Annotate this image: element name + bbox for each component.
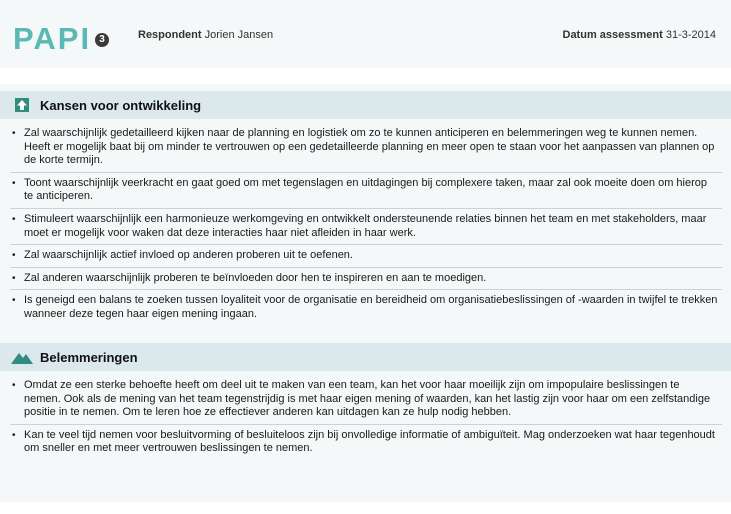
- datum-label: Datum assessment: [562, 29, 663, 41]
- mountain-icon: [10, 350, 34, 364]
- respondent-name: Jorien Jansen: [204, 29, 274, 41]
- papi-logo: [13, 23, 109, 54]
- logo-badge: 3: [95, 33, 109, 47]
- logo-text: PAPI: [13, 21, 92, 56]
- report-header: [0, 0, 731, 68]
- list-item: • Toont waarschijnlijk veerkracht en gaat goed om met tegenslagen en uitdagingen bij complexere taken, maar zal ook moeite doen om hierop te anticiperen.: [10, 172, 722, 208]
- list-item: • Omdat ze een sterke behoefte heeft om deel uit te maken van een team, kan het voor haar moeilijk zijn om impopulaire beslissingen te nemen. Ook als de mening van het team tegenstrijdig is met haar eigen mening of waarden, kan het lastig zijn voor haar om een zelfstandige positie in te nemen. Om te leren hoe ze effectiever anderen kan uitdagen kan ze hulp nodig hebben.: [10, 377, 722, 424]
- section-title-belemmeringen: Belemmeringen: [40, 349, 138, 365]
- list-item: • Zal waarschijnlijk actief invloed op anderen proberen uit te oefenen.: [10, 244, 722, 267]
- assessment-date: [563, 29, 717, 41]
- belemmeringen-list: [10, 377, 722, 460]
- section-title-kansen: Kansen voor ontwikkeling: [40, 97, 202, 113]
- respondent-label: Respondent: [138, 29, 202, 41]
- list-item: • Is geneigd een balans te zoeken tussen loyaliteit voor de organisatie en bereidheid om organisatiebeslissingen of -waarden in twijfel te trekken wanneer deze tegen haar eigen mening ingaan.: [10, 289, 722, 325]
- section-header-belemmeringen: [0, 343, 731, 371]
- respondent-info: [138, 29, 273, 41]
- kansen-list: [10, 125, 722, 326]
- section-header-kansen: [0, 91, 731, 119]
- list-item: • Kan te veel tijd nemen voor besluitvorming of besluiteloos zijn bij onvolledige informatie of ambiguïteit. Mag onderzoeken wat haar tegenhoudt om sneller en met meer vertrouwen beslissingen te nemen.: [10, 424, 722, 460]
- list-item: • Zal anderen waarschijnlijk proberen te beïnvloeden door hen te inspireren en aan te moedigen.: [10, 267, 722, 290]
- list-item: • Stimuleert waarschijnlijk een harmonieuze werkomgeving en ontwikkelt ondersteunende relaties binnen het team en met stakeholders, maar moet er mogelijk voor waken dat deze interacties haar niet afleiden in haar werk.: [10, 208, 722, 244]
- datum-value: 31-3-2014: [665, 29, 716, 41]
- list-item: • Zal waarschijnlijk gedetailleerd kijken naar de planning en logistiek om zo te kunnen anticiperen en belemmeringen weg te kunnen nemen. Heeft er mogelijk baat bij om minder te vertrouwen op een gedetailleerde planning en meer open te staan voor het aanpassen van plannen op de korte termijn.: [10, 125, 722, 172]
- arrow-up-icon: [10, 98, 34, 112]
- report-panel: [0, 84, 731, 502]
